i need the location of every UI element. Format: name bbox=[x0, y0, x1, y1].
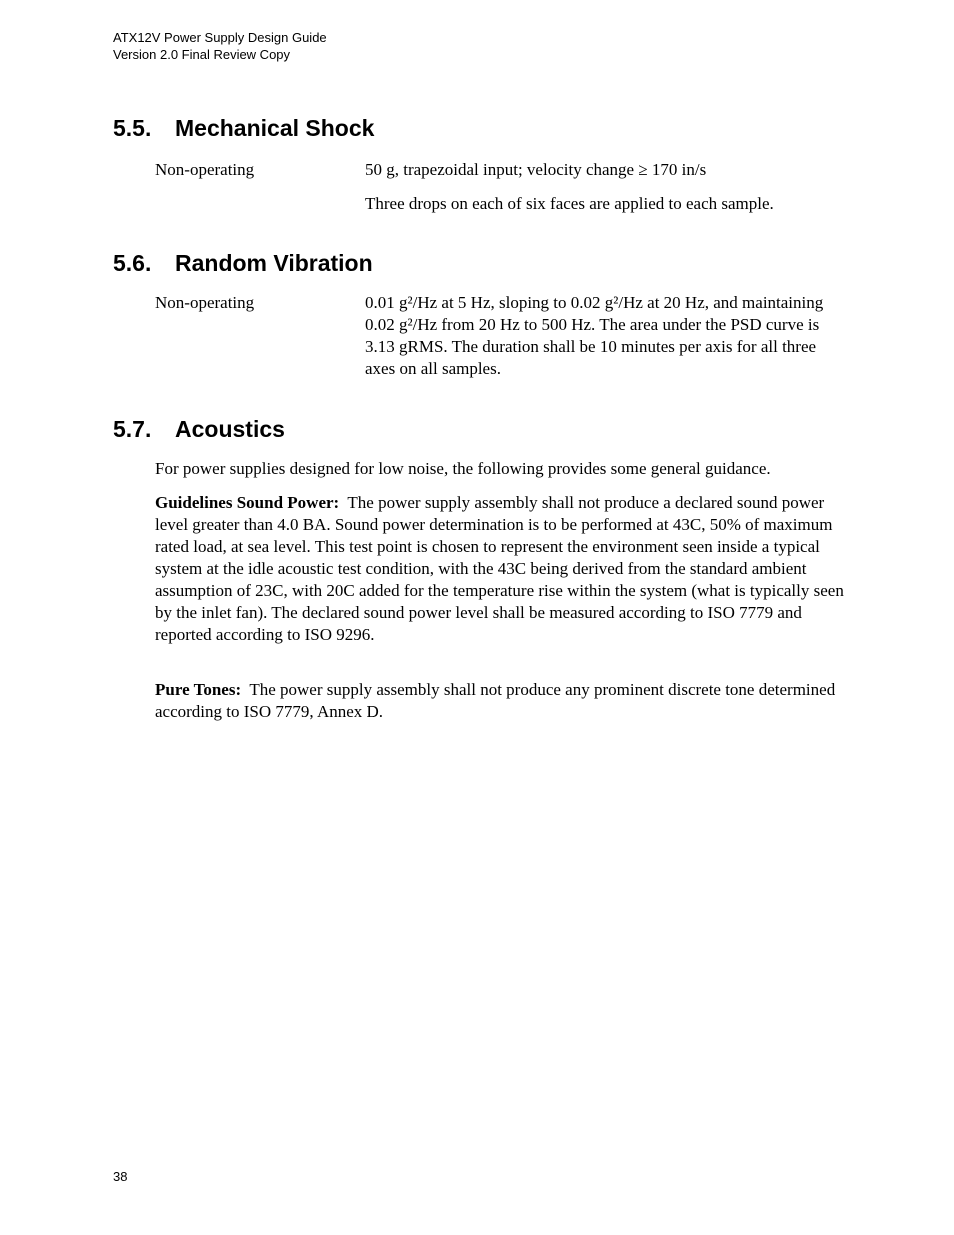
spec-random-vibration bbox=[155, 292, 845, 382]
heading-mechanical-shock bbox=[113, 114, 374, 142]
document-header bbox=[113, 29, 327, 63]
guidelines-sound-power-paragraph bbox=[155, 492, 845, 646]
section-title: Acoustics bbox=[175, 416, 285, 442]
pure-tones-paragraph bbox=[155, 679, 845, 723]
section-number: 5.5. bbox=[113, 115, 152, 141]
spec-mechanical-shock bbox=[155, 159, 845, 219]
heading-random-vibration bbox=[113, 249, 373, 277]
spec-line: 0.01 g²/Hz at 5 Hz, sloping to 0.02 g²/Hz at 20 Hz, and maintaining 0.02 g²/Hz from 20 Hz to 500 Hz. The area under the PSD curve is 3.13 gRMS. The duration shall be 10 minutes per axis for all three axes on all samples. bbox=[365, 293, 824, 378]
pure-tones-text: The power supply assembly shall not produce any prominent discrete tone determined according to ISO 7779, Annex D. bbox=[155, 680, 836, 721]
spec-label: Non-operating bbox=[155, 160, 255, 179]
pure-tones-label: Pure Tones: bbox=[155, 680, 242, 699]
section-title: Mechanical Shock bbox=[175, 115, 375, 141]
section-title: Random Vibration bbox=[175, 250, 373, 276]
guidelines-label: Guidelines Sound Power: bbox=[155, 493, 340, 512]
section-number: 5.6. bbox=[113, 250, 152, 276]
spec-line: Three drops on each of six faces are applied to each sample. bbox=[365, 194, 774, 213]
spec-label: Non-operating bbox=[155, 293, 255, 312]
guidelines-text: The power supply assembly shall not produce a declared sound power level greater than 4.0 BA. Sound power determination is to be performed at 43C, 50% of maximum rated load, at sea level. This test point is chosen to represent the environment seen inside a typical system at the idle acoustic test condition, with the 43C being derived from the standard ambient assumption of 23C, with 20C added for the temperature rise within the system (what is typically seen by the inlet fan). The declared sound power level shall be measured according to ISO 7779 and reported according to ISO 9296. bbox=[155, 493, 844, 644]
section-number: 5.7. bbox=[113, 416, 152, 442]
header-version: Version 2.0 Final Review Copy bbox=[113, 47, 291, 62]
acoustics-intro: For power supplies designed for low noise, the following provides some general guidance. bbox=[155, 459, 771, 478]
spec-value bbox=[365, 159, 845, 227]
heading-acoustics bbox=[113, 415, 285, 443]
page-number: 38 bbox=[113, 1169, 128, 1184]
spec-value bbox=[365, 292, 845, 392]
spec-line: 50 g, trapezoidal input; velocity change ≥ 170 in/s bbox=[365, 160, 707, 179]
header-title: ATX12V Power Supply Design Guide bbox=[113, 30, 327, 45]
